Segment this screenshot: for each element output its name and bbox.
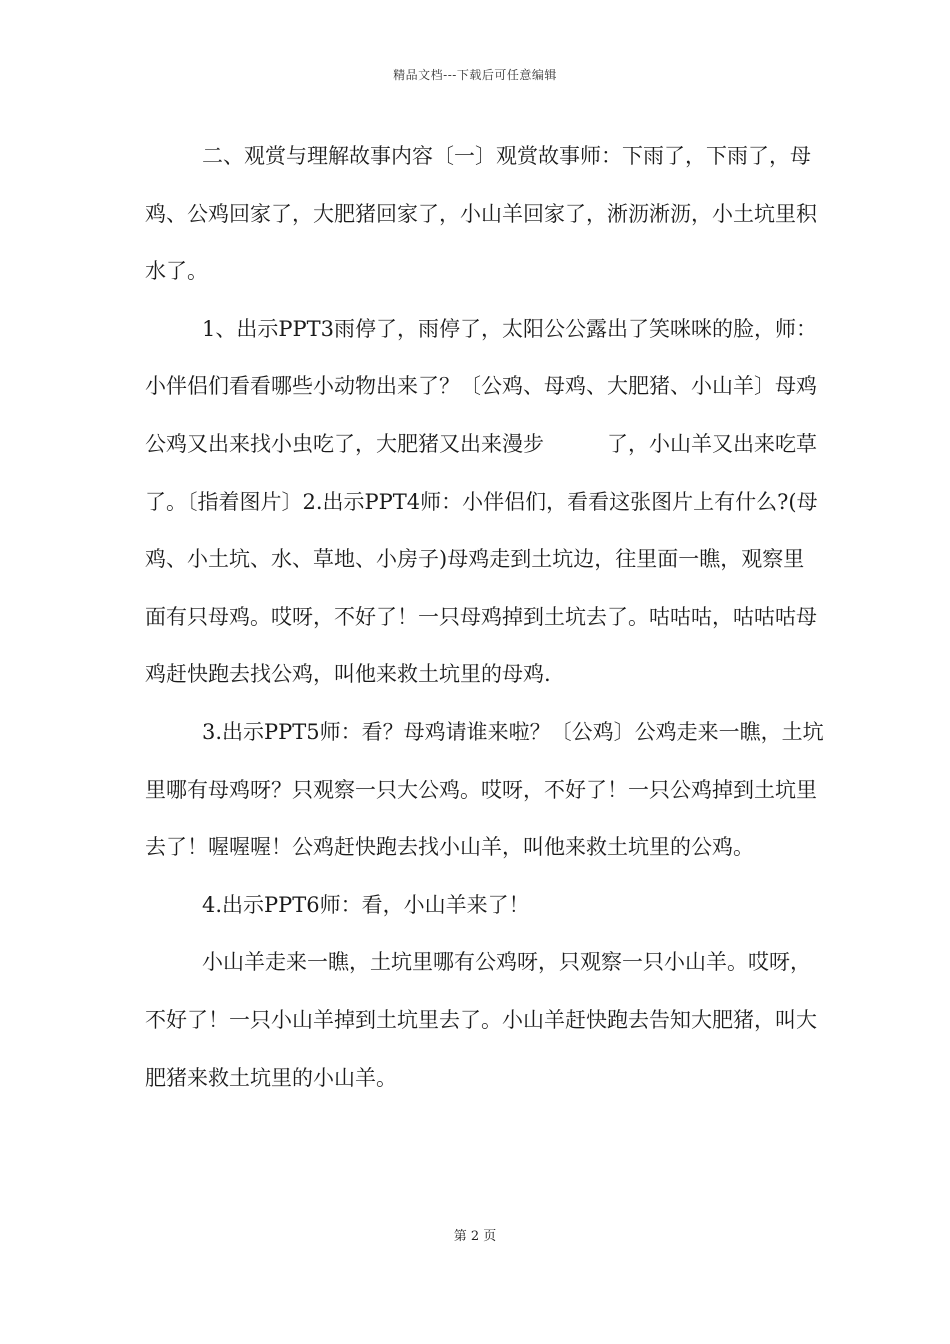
paragraph-3: 3.出示PPT5师：看？母鸡请谁来啦？〔公鸡〕公鸡走来一瞧，土坑里哪有母鸡呀？只观察一只大公鸡。哎呀，不好了！一只公鸡掉到土坑里去了！喔喔喔！公鸡赶快跑去找小山羊，叫他来救土坑里的公鸡。: [145, 719, 824, 860]
page-header: 精品文档---下载后可任意编辑: [393, 68, 557, 82]
paragraph-5: 小山羊走来一瞧，土坑里哪有公鸡呀，只观察一只小山羊。哎呀，不好了！一只小山羊掉到土坑里去了。小山羊赶快跑去告知大肥猪，叫大肥猪来救土坑里的小山羊。: [145, 950, 817, 1090]
paragraph-2: 1、出示PPT3雨停了，雨停了，太阳公公露出了笑咪咪的脸，师：小伴侣们看看哪些小动物出来了？〔公鸡、母鸡、大肥猪、小山羊〕母鸡公鸡又出来找小虫吃了，大肥猪又出来漫步 了，小山羊又出来吃草了。〔指着图片〕2.出示PPT4师：小伴侣们，看看这张图片上有什么?(母鸡、小土坑、水、草地、小房子)母鸡走到土坑边，往里面一瞧，观察里面有只母鸡。哎呀，不好了！一只母鸡掉到土坑去了。咕咕咕，咕咕咕母鸡赶快跑去找公鸡，叫他来救土坑里的母鸡.: [145, 316, 818, 687]
paragraph-4: 4.出示PPT6师：看，小山羊来了！: [202, 892, 530, 917]
document-body: [145, 128, 825, 1107]
page-number: 第 2 页: [453, 1229, 497, 1244]
paragraph-1: 二、观赏与理解故事内容〔一〕观赏故事师：下雨了，下雨了，母鸡、公鸡回家了，大肥猪回家了，小山羊回家了，淅沥淅沥，小土坑里积水了。: [145, 144, 817, 284]
